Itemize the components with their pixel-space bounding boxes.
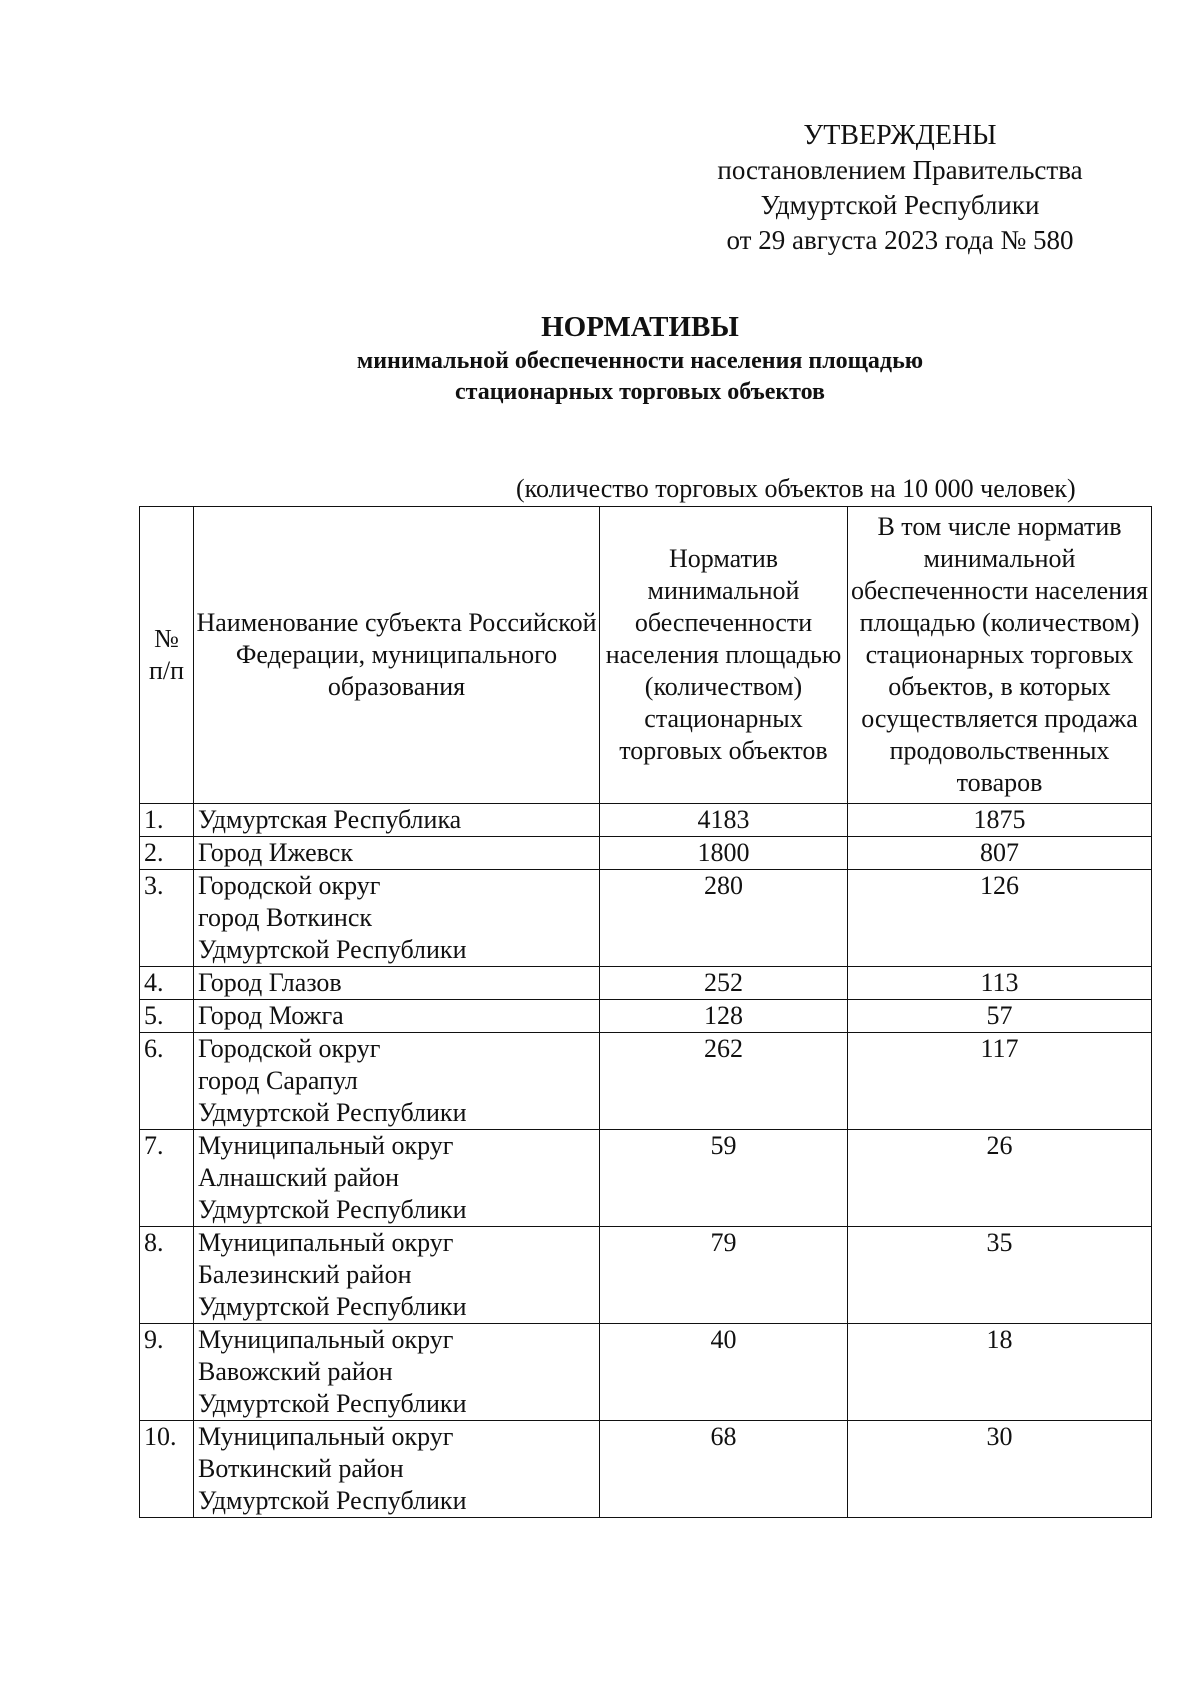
row-name-line: Удмуртской Республики <box>198 1486 467 1515</box>
row-name-line: Город Ижевск <box>198 838 353 867</box>
row-name-line: Городской округ <box>198 1034 381 1063</box>
row-name-line: Балезинский район <box>198 1260 412 1289</box>
row-name-line: Город Можга <box>198 1001 344 1030</box>
row-name <box>194 1130 600 1227</box>
row-name-line: город Воткинск <box>198 903 372 932</box>
header-norm-total: Норматив минимальной обеспеченности населения площадью (количеством) стационарных торговых объектов <box>600 507 848 804</box>
document-subtitle-line-2: стационарных торговых объектов <box>454 379 826 405</box>
row-number: 8. <box>140 1227 194 1324</box>
row-name-line: Муниципальный округ <box>198 1131 454 1160</box>
table-row <box>140 837 1152 870</box>
row-name <box>194 804 600 837</box>
row-number: 2. <box>140 837 194 870</box>
row-name <box>194 1000 600 1033</box>
row-norm-total: 280 <box>600 870 848 967</box>
row-number: 1. <box>140 804 194 837</box>
table-row <box>140 1227 1152 1324</box>
row-name-line: Удмуртской Республики <box>198 935 467 964</box>
approval-line-2: Удмуртской Республики <box>760 190 1040 220</box>
row-number: 4. <box>140 967 194 1000</box>
row-number: 5. <box>140 1000 194 1033</box>
table-row <box>140 804 1152 837</box>
row-name-line: Воткинский район <box>198 1454 404 1483</box>
row-name-line: Муниципальный округ <box>198 1325 454 1354</box>
row-norm-food: 30 <box>848 1421 1152 1518</box>
document-heading <box>0 308 1200 408</box>
row-norm-food: 18 <box>848 1324 1152 1421</box>
row-norm-food: 1875 <box>848 804 1152 837</box>
row-name <box>194 967 600 1000</box>
row-norm-food: 113 <box>848 967 1152 1000</box>
row-number: 9. <box>140 1324 194 1421</box>
document-subtitle-line-1: минимальной обеспеченности населения площадью <box>356 348 924 374</box>
table-row <box>140 870 1152 967</box>
units-note: (количество торговых объектов на 10 000 человек) <box>516 474 1076 503</box>
row-name-line: Удмуртской Республики <box>198 1098 467 1127</box>
row-norm-total: 4183 <box>600 804 848 837</box>
table-row <box>140 1000 1152 1033</box>
table-header-row <box>140 507 1152 804</box>
row-norm-total: 252 <box>600 967 848 1000</box>
row-name-line: Удмуртской Республики <box>198 1389 467 1418</box>
row-name <box>194 1033 600 1130</box>
row-name <box>194 1227 600 1324</box>
table-row <box>140 1033 1152 1130</box>
row-name-line: Вавожский район <box>198 1357 393 1386</box>
approval-title: УТВЕРЖДЕНЫ <box>803 120 997 151</box>
document-title: НОРМАТИВЫ <box>541 311 739 343</box>
row-norm-total: 79 <box>600 1227 848 1324</box>
row-norm-food: 126 <box>848 870 1152 967</box>
row-norm-food: 807 <box>848 837 1152 870</box>
row-name-line: Удмуртской Республики <box>198 1292 467 1321</box>
norms-table <box>139 506 1152 1518</box>
row-number: 3. <box>140 870 194 967</box>
row-norm-food: 26 <box>848 1130 1152 1227</box>
approval-stamp <box>680 118 1120 258</box>
row-name <box>194 1324 600 1421</box>
row-norm-total: 40 <box>600 1324 848 1421</box>
table-row <box>140 1130 1152 1227</box>
header-norm-food: В том числе норматив минимальной обеспеченности населения площадью (количеством) стационарных торговых объектов, в которых осуществляется продажа продовольственных товаров <box>848 507 1152 804</box>
row-number: 7. <box>140 1130 194 1227</box>
row-name <box>194 870 600 967</box>
approval-line-3: от 29 августа 2023 года № 580 <box>726 225 1074 255</box>
row-name-line: Удмуртская Республика <box>198 805 462 834</box>
row-name-line: Муниципальный округ <box>198 1228 454 1257</box>
row-name-line: Удмуртской Республики <box>198 1195 467 1224</box>
row-name-line: город Сарапул <box>198 1066 358 1095</box>
header-num: № п/п <box>140 507 194 804</box>
table-row <box>140 967 1152 1000</box>
row-norm-total: 68 <box>600 1421 848 1518</box>
row-norm-total: 128 <box>600 1000 848 1033</box>
row-name <box>194 837 600 870</box>
approval-line-1: постановлением Правительства <box>717 155 1083 185</box>
row-number: 10. <box>140 1421 194 1518</box>
row-norm-total: 1800 <box>600 837 848 870</box>
header-name: Наименование субъекта Российской Федерации, муниципального образования <box>194 507 600 804</box>
row-name-line: Город Глазов <box>198 968 342 997</box>
row-norm-total: 59 <box>600 1130 848 1227</box>
table-body <box>140 804 1152 1518</box>
row-norm-food: 117 <box>848 1033 1152 1130</box>
row-name-line: Муниципальный округ <box>198 1422 454 1451</box>
row-name <box>194 1421 600 1518</box>
row-name-line: Городской округ <box>198 871 381 900</box>
row-number: 6. <box>140 1033 194 1130</box>
table-row <box>140 1324 1152 1421</box>
row-norm-food: 35 <box>848 1227 1152 1324</box>
row-norm-total: 262 <box>600 1033 848 1130</box>
row-norm-food: 57 <box>848 1000 1152 1033</box>
table-row <box>140 1421 1152 1518</box>
row-name-line: Алнашский район <box>198 1163 400 1192</box>
